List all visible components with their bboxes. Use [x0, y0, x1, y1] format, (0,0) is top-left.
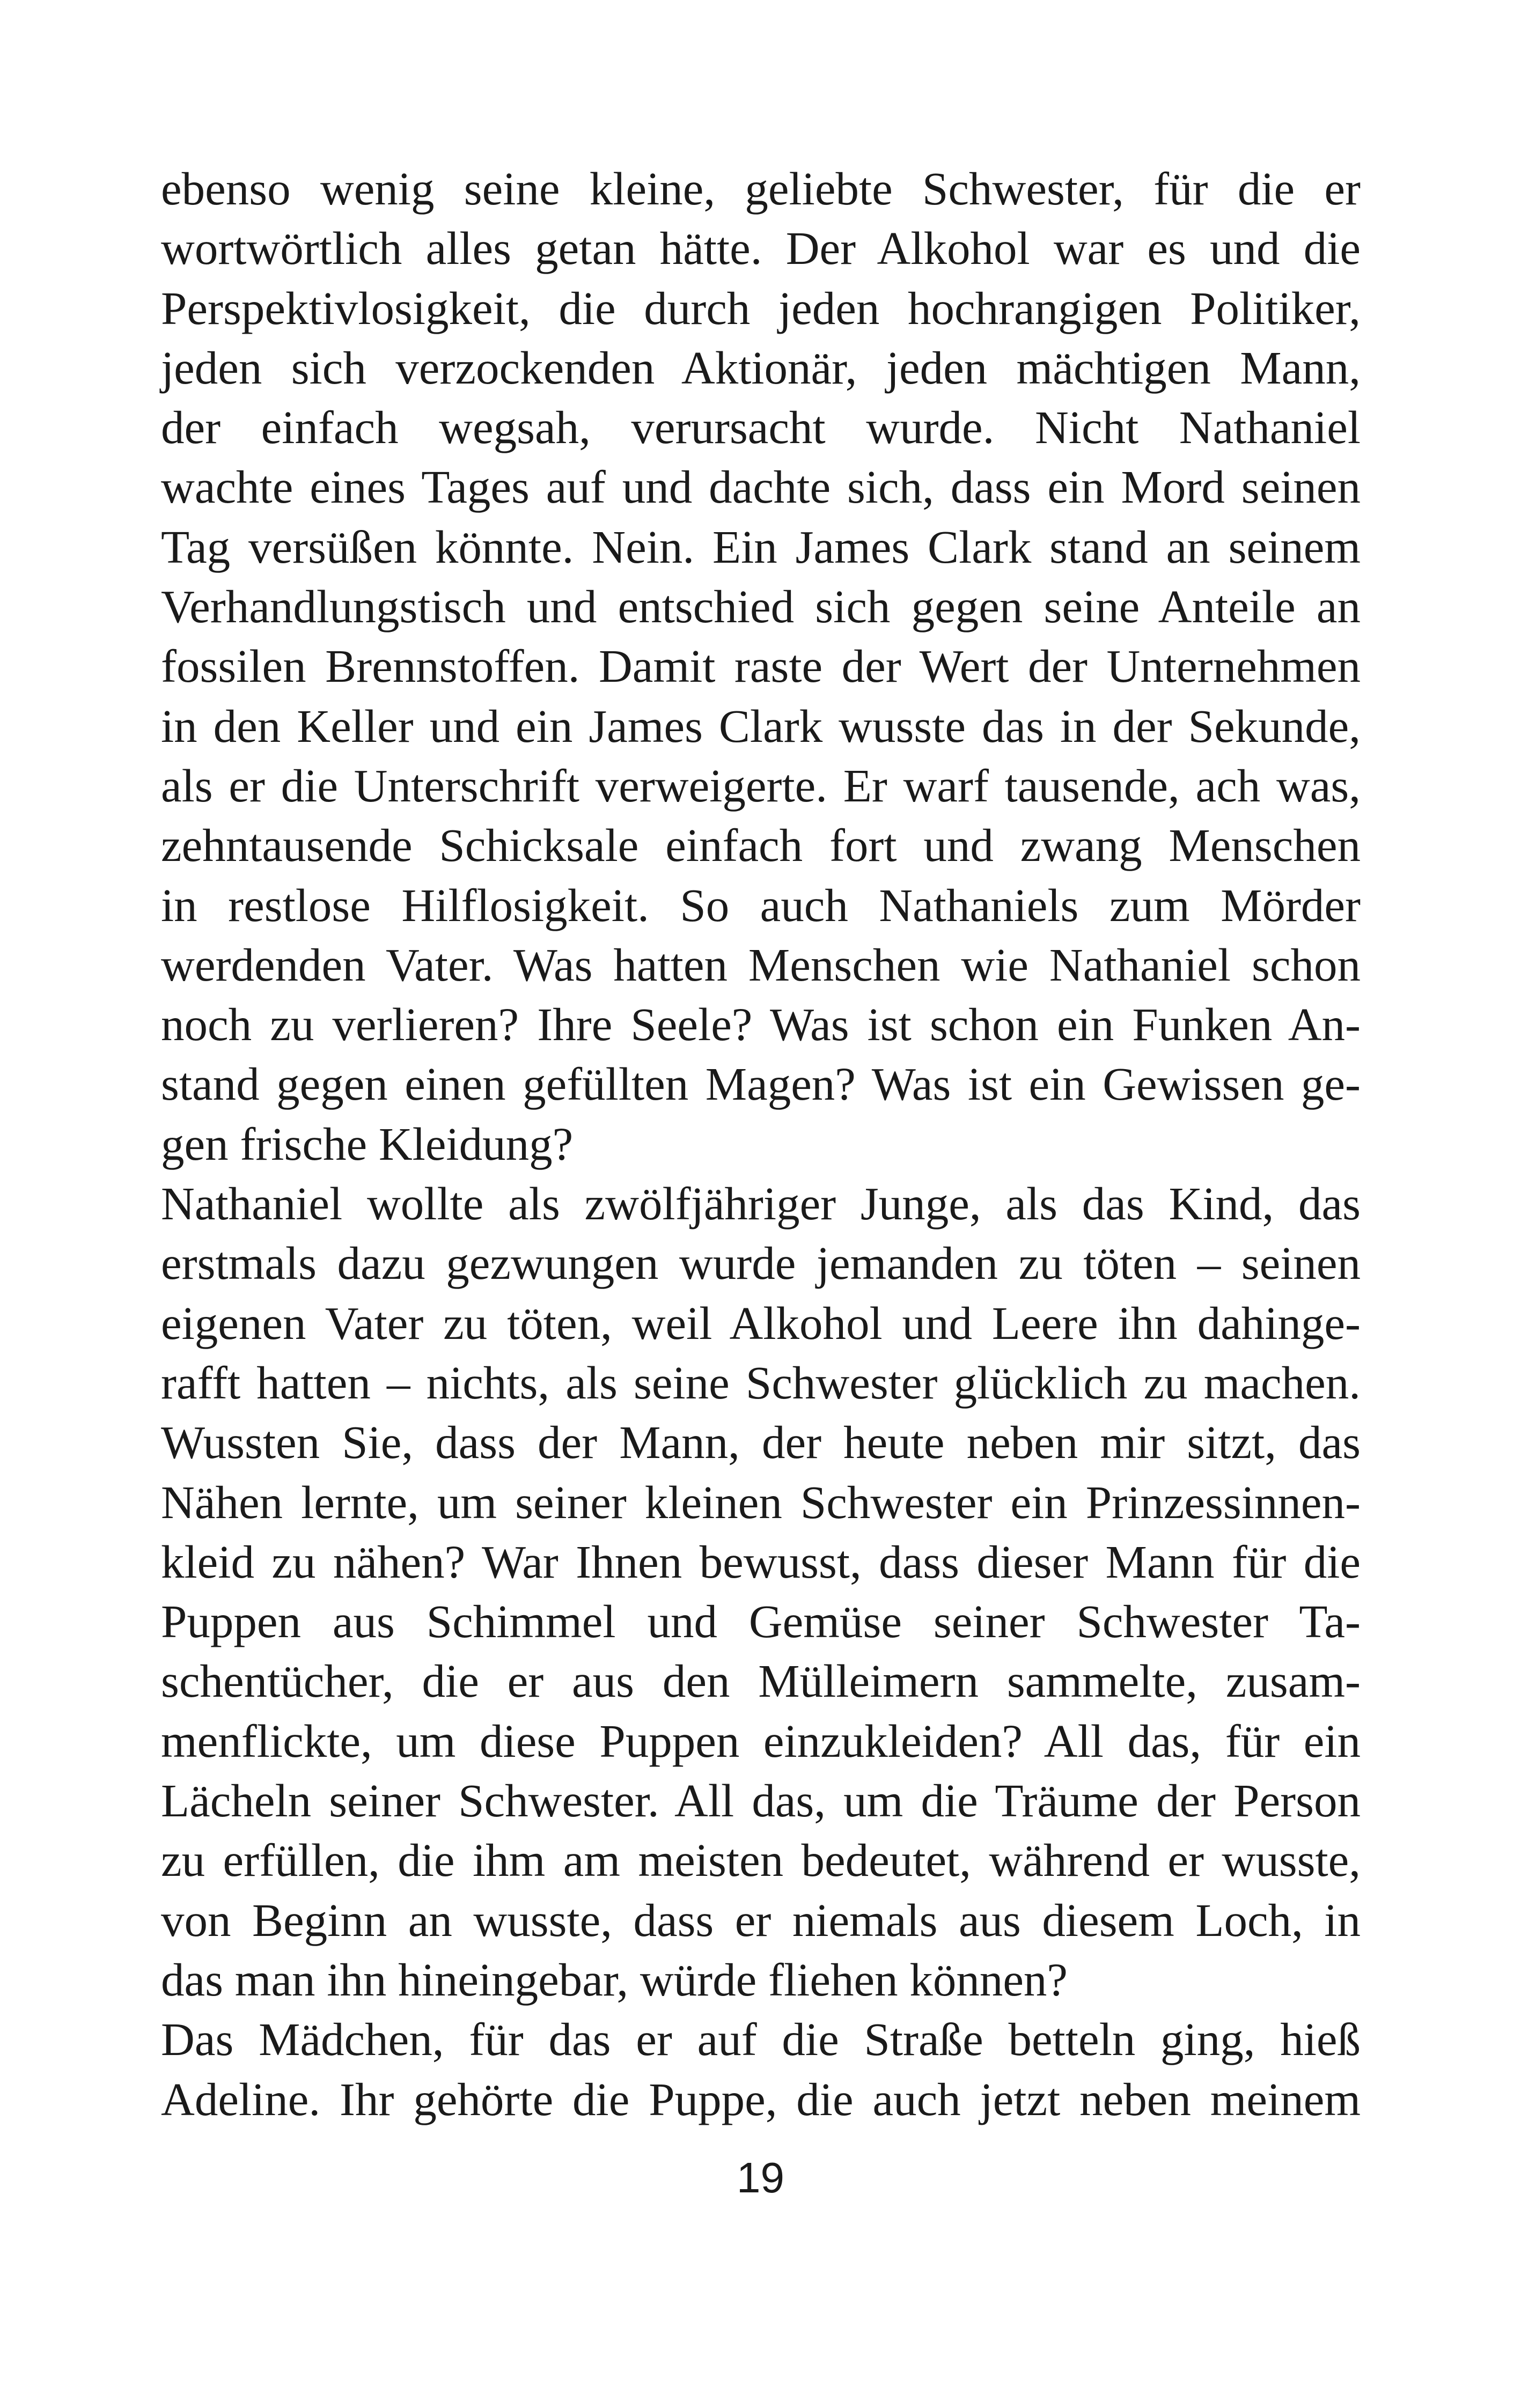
page-number: 19 — [737, 2154, 784, 2201]
text-line: eigenen Vater zu töten, weil Alkohol und Leere ihn dahinge- — [161, 1297, 1361, 1349]
text-line: menflickte, um diese Puppen einzukleiden? All das, für ein — [161, 1714, 1361, 1767]
text-line: wortwörtlich alles getan hätte. Der Alkohol war es und die — [161, 222, 1361, 275]
text-line: stand gegen einen gefüllten Magen? Was ist ein Gewissen ge- — [161, 1058, 1361, 1110]
text-line: in restlose Hilflosigkeit. So auch Nathaniels zum Mörder — [161, 879, 1361, 931]
text-line: der einfach wegsah, verursacht wurde. Nicht Nathaniel — [161, 401, 1361, 454]
text-line: Verhandlungstisch und entschied sich gegen seine Anteile an — [161, 580, 1361, 633]
text-line: Tag versüßen könnte. Nein. Ein James Clark stand an seinem — [161, 520, 1361, 573]
text-line: Nähen lernte, um seiner kleinen Schwester ein Prinzessinnen- — [161, 1476, 1361, 1528]
body-text — [161, 159, 1361, 2129]
text-line: Adeline. Ihr gehörte die Puppe, die auch jetzt neben meinem — [161, 2073, 1361, 2125]
text-line: jeden sich verzockenden Aktionär, jeden mächtigen Mann, — [161, 341, 1361, 394]
text-line: kleid zu nähen? War Ihnen bewusst, dass dieser Mann für die — [161, 1535, 1361, 1588]
text-line: Wussten Sie, dass der Mann, der heute neben mir sitzt, das — [161, 1416, 1361, 1469]
text-line: gen frische Kleidung? — [161, 1117, 574, 1170]
text-line: wachte eines Tages auf und dachte sich, dass ein Mord seinen — [161, 461, 1361, 513]
text-line: ebenso wenig seine kleine, geliebte Schwester, für die er — [161, 163, 1361, 215]
text-line: von Beginn an wusste, dass er niemals aus diesem Loch, in — [161, 1894, 1361, 1946]
text-line: zehntausende Schicksale einfach fort und zwang Menschen — [161, 819, 1361, 872]
text-line: Nathaniel wollte als zwölfjähriger Junge, als das Kind, das — [161, 1177, 1361, 1230]
text-line: Perspektivlosigkeit, die durch jeden hochrangigen Politiker, — [161, 282, 1361, 334]
text-line: schentücher, die er aus den Mülleimern sammelte, zusam- — [161, 1655, 1361, 1707]
text-line: das man ihn hineingebar, würde fliehen können? — [161, 1953, 1068, 2006]
text-line: noch zu verlieren? Ihre Seele? Was ist schon ein Funken An- — [161, 998, 1361, 1051]
text-line: in den Keller und ein James Clark wusste das in der Sekunde, — [161, 699, 1361, 752]
text-line: als er die Unterschrift verweigerte. Er warf tausende, ach was, — [161, 759, 1361, 812]
text-line: Das Mädchen, für das er auf die Straße betteln ging, hieß — [161, 2013, 1361, 2066]
text-line: Lächeln seiner Schwester. All das, um die Träume der Person — [161, 1774, 1361, 1827]
text-line: werdenden Vater. Was hatten Menschen wie Nathaniel schon — [161, 938, 1361, 991]
text-line: rafft hatten – nichts, als seine Schwester glücklich zu machen. — [161, 1356, 1361, 1409]
text-line: zu erfüllen, die ihm am meisten bedeutet, während er wusste, — [161, 1834, 1361, 1887]
text-line: erstmals dazu gezwungen wurde jemanden zu töten – seinen — [161, 1237, 1361, 1290]
text-line: Puppen aus Schimmel und Gemüse seiner Schwester Ta- — [161, 1595, 1361, 1648]
text-line: fossilen Brennstoffen. Damit raste der Wert der Unternehmen — [161, 640, 1361, 693]
